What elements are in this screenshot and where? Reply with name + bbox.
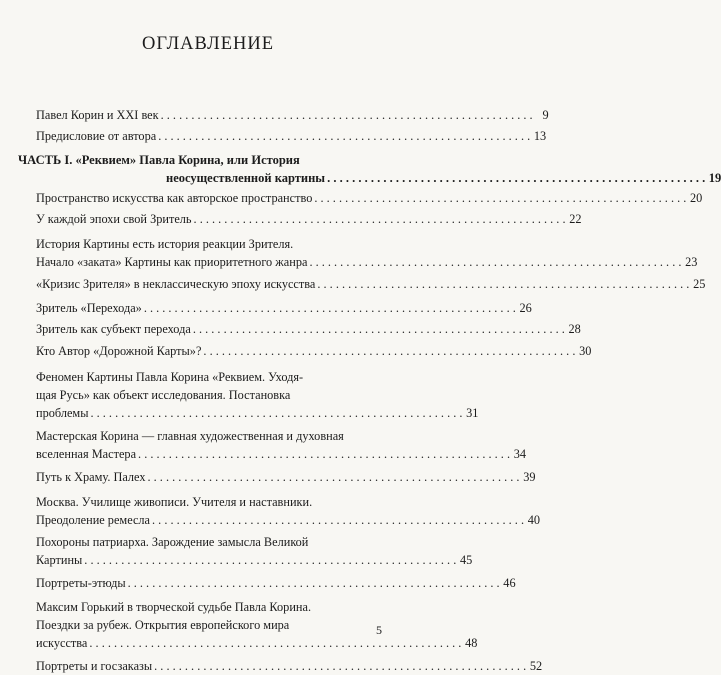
toc-entry-title: Преодоление ремесла xyxy=(36,513,151,527)
toc-entry-title: Поездки за рубеж. Открытия европейского мира xyxy=(36,618,290,632)
toc-entry-title: Начало «заката» Картины как приоритетного жанра xyxy=(36,255,308,269)
toc-entry xyxy=(36,106,549,124)
toc-page-number: 13 xyxy=(533,129,547,143)
toc-entry xyxy=(36,189,703,207)
toc-page-number: 48 xyxy=(465,636,478,650)
toc-entry-title: Пространство искусства как авторское пространство xyxy=(36,191,313,205)
toc-entry-title: Портреты и госзаказы xyxy=(36,659,153,673)
toc-entry xyxy=(36,533,473,569)
toc-entry-title: проблемы xyxy=(36,406,89,420)
dot-leader xyxy=(144,299,516,317)
dot-leader xyxy=(161,106,533,124)
toc-entry-title: Москва. Училище живописи. Учителя и наставники. xyxy=(36,495,313,509)
toc-entry-title: Павел Корин и XXI век xyxy=(36,108,159,122)
dot-leader xyxy=(148,468,520,486)
dot-leader xyxy=(152,511,524,529)
toc-entry-title: «Кризис Зрителя» в неклассическую эпоху искусства xyxy=(36,277,316,291)
toc-entry-title: ЧАСТЬ I. «Реквием» Павла Корина, или История xyxy=(18,153,300,167)
toc-entry-title: Зритель «Перехода» xyxy=(36,301,142,315)
toc-entry xyxy=(36,598,478,652)
toc-entry xyxy=(36,368,479,422)
toc-entry xyxy=(36,210,582,228)
toc-page-number: 19 xyxy=(708,171,721,185)
toc-entry-title: У каждой эпохи свой Зритель xyxy=(36,212,192,226)
toc-entry xyxy=(36,127,547,145)
dot-leader xyxy=(89,634,461,652)
dot-leader xyxy=(84,551,456,569)
dot-leader xyxy=(158,127,530,145)
toc-entry xyxy=(36,235,698,271)
toc-page-number: 31 xyxy=(466,406,479,420)
toc-part-heading xyxy=(18,151,721,187)
toc-page-number: 28 xyxy=(568,322,581,336)
toc-page-number: 40 xyxy=(527,513,541,527)
toc-entry-title: Путь к Храму. Палех xyxy=(36,470,146,484)
dot-leader xyxy=(314,189,686,207)
toc-entry xyxy=(36,468,536,486)
dot-leader xyxy=(154,657,526,675)
dot-leader xyxy=(309,253,681,271)
toc-entry-title: неосуществленной картины xyxy=(166,171,326,185)
toc-entry-title: Предисловие от автора xyxy=(36,129,157,143)
toc-entry-title: Мастерская Корина — главная художественная и духовная xyxy=(36,429,344,443)
toc-page-number: 23 xyxy=(685,255,698,269)
toc-page-number: 30 xyxy=(579,344,592,358)
toc-page-number: 39 xyxy=(523,470,536,484)
toc-entry-title: Кто Автор «Дорожной Карты»? xyxy=(36,344,202,358)
toc-page-number: 45 xyxy=(459,553,473,567)
toc-page-number: 26 xyxy=(519,301,532,315)
dot-leader xyxy=(138,445,510,463)
toc-page-number: 25 xyxy=(693,277,706,291)
toc-entry-title: Картины xyxy=(36,553,83,567)
dot-leader xyxy=(327,169,705,187)
toc-page-number: 20 xyxy=(690,191,703,205)
toc-entry-title: щая Русь» как объект исследования. Постановка xyxy=(36,388,291,402)
dot-leader xyxy=(317,275,689,293)
toc-entry-title: История Картины есть история реакции Зрителя. xyxy=(36,237,294,251)
toc-entry-title: Портреты-этюды xyxy=(36,576,126,590)
toc-page-number: 9 xyxy=(542,108,549,122)
dot-leader xyxy=(90,404,462,422)
toc-entry-title: Похороны патриарха. Зарождение замысла Великой xyxy=(36,535,309,549)
toc-entry xyxy=(36,275,706,293)
toc-entry-title: Максим Горький в творческой судьбе Павла Корина. xyxy=(36,600,312,614)
toc-page-number: 22 xyxy=(569,212,582,226)
dot-leader xyxy=(128,574,500,592)
toc-entry xyxy=(36,342,592,360)
toc-entry xyxy=(36,320,581,338)
dot-leader xyxy=(203,342,575,360)
dot-leader xyxy=(193,320,565,338)
toc-entry xyxy=(36,299,532,317)
page-number: 5 xyxy=(376,623,382,637)
toc-entry xyxy=(36,427,527,463)
toc-entry-title: вселенная Мастера xyxy=(36,447,137,461)
page-title: ОГЛАВЛЕНИЕ xyxy=(141,34,275,54)
toc-page-number: 46 xyxy=(503,576,516,590)
toc-entry-title: искусства xyxy=(36,636,88,650)
toc-entry xyxy=(36,493,541,529)
toc-entry-title: Феномен Картины Павла Корина «Реквием. Уходя- xyxy=(36,370,304,384)
toc-entry-title: Зритель как субъект перехода xyxy=(36,322,191,336)
toc-entry xyxy=(36,574,516,592)
toc-entry xyxy=(36,657,543,675)
dot-leader xyxy=(194,210,566,228)
toc-page-number: 34 xyxy=(513,447,527,461)
toc-page-number: 52 xyxy=(529,659,543,673)
